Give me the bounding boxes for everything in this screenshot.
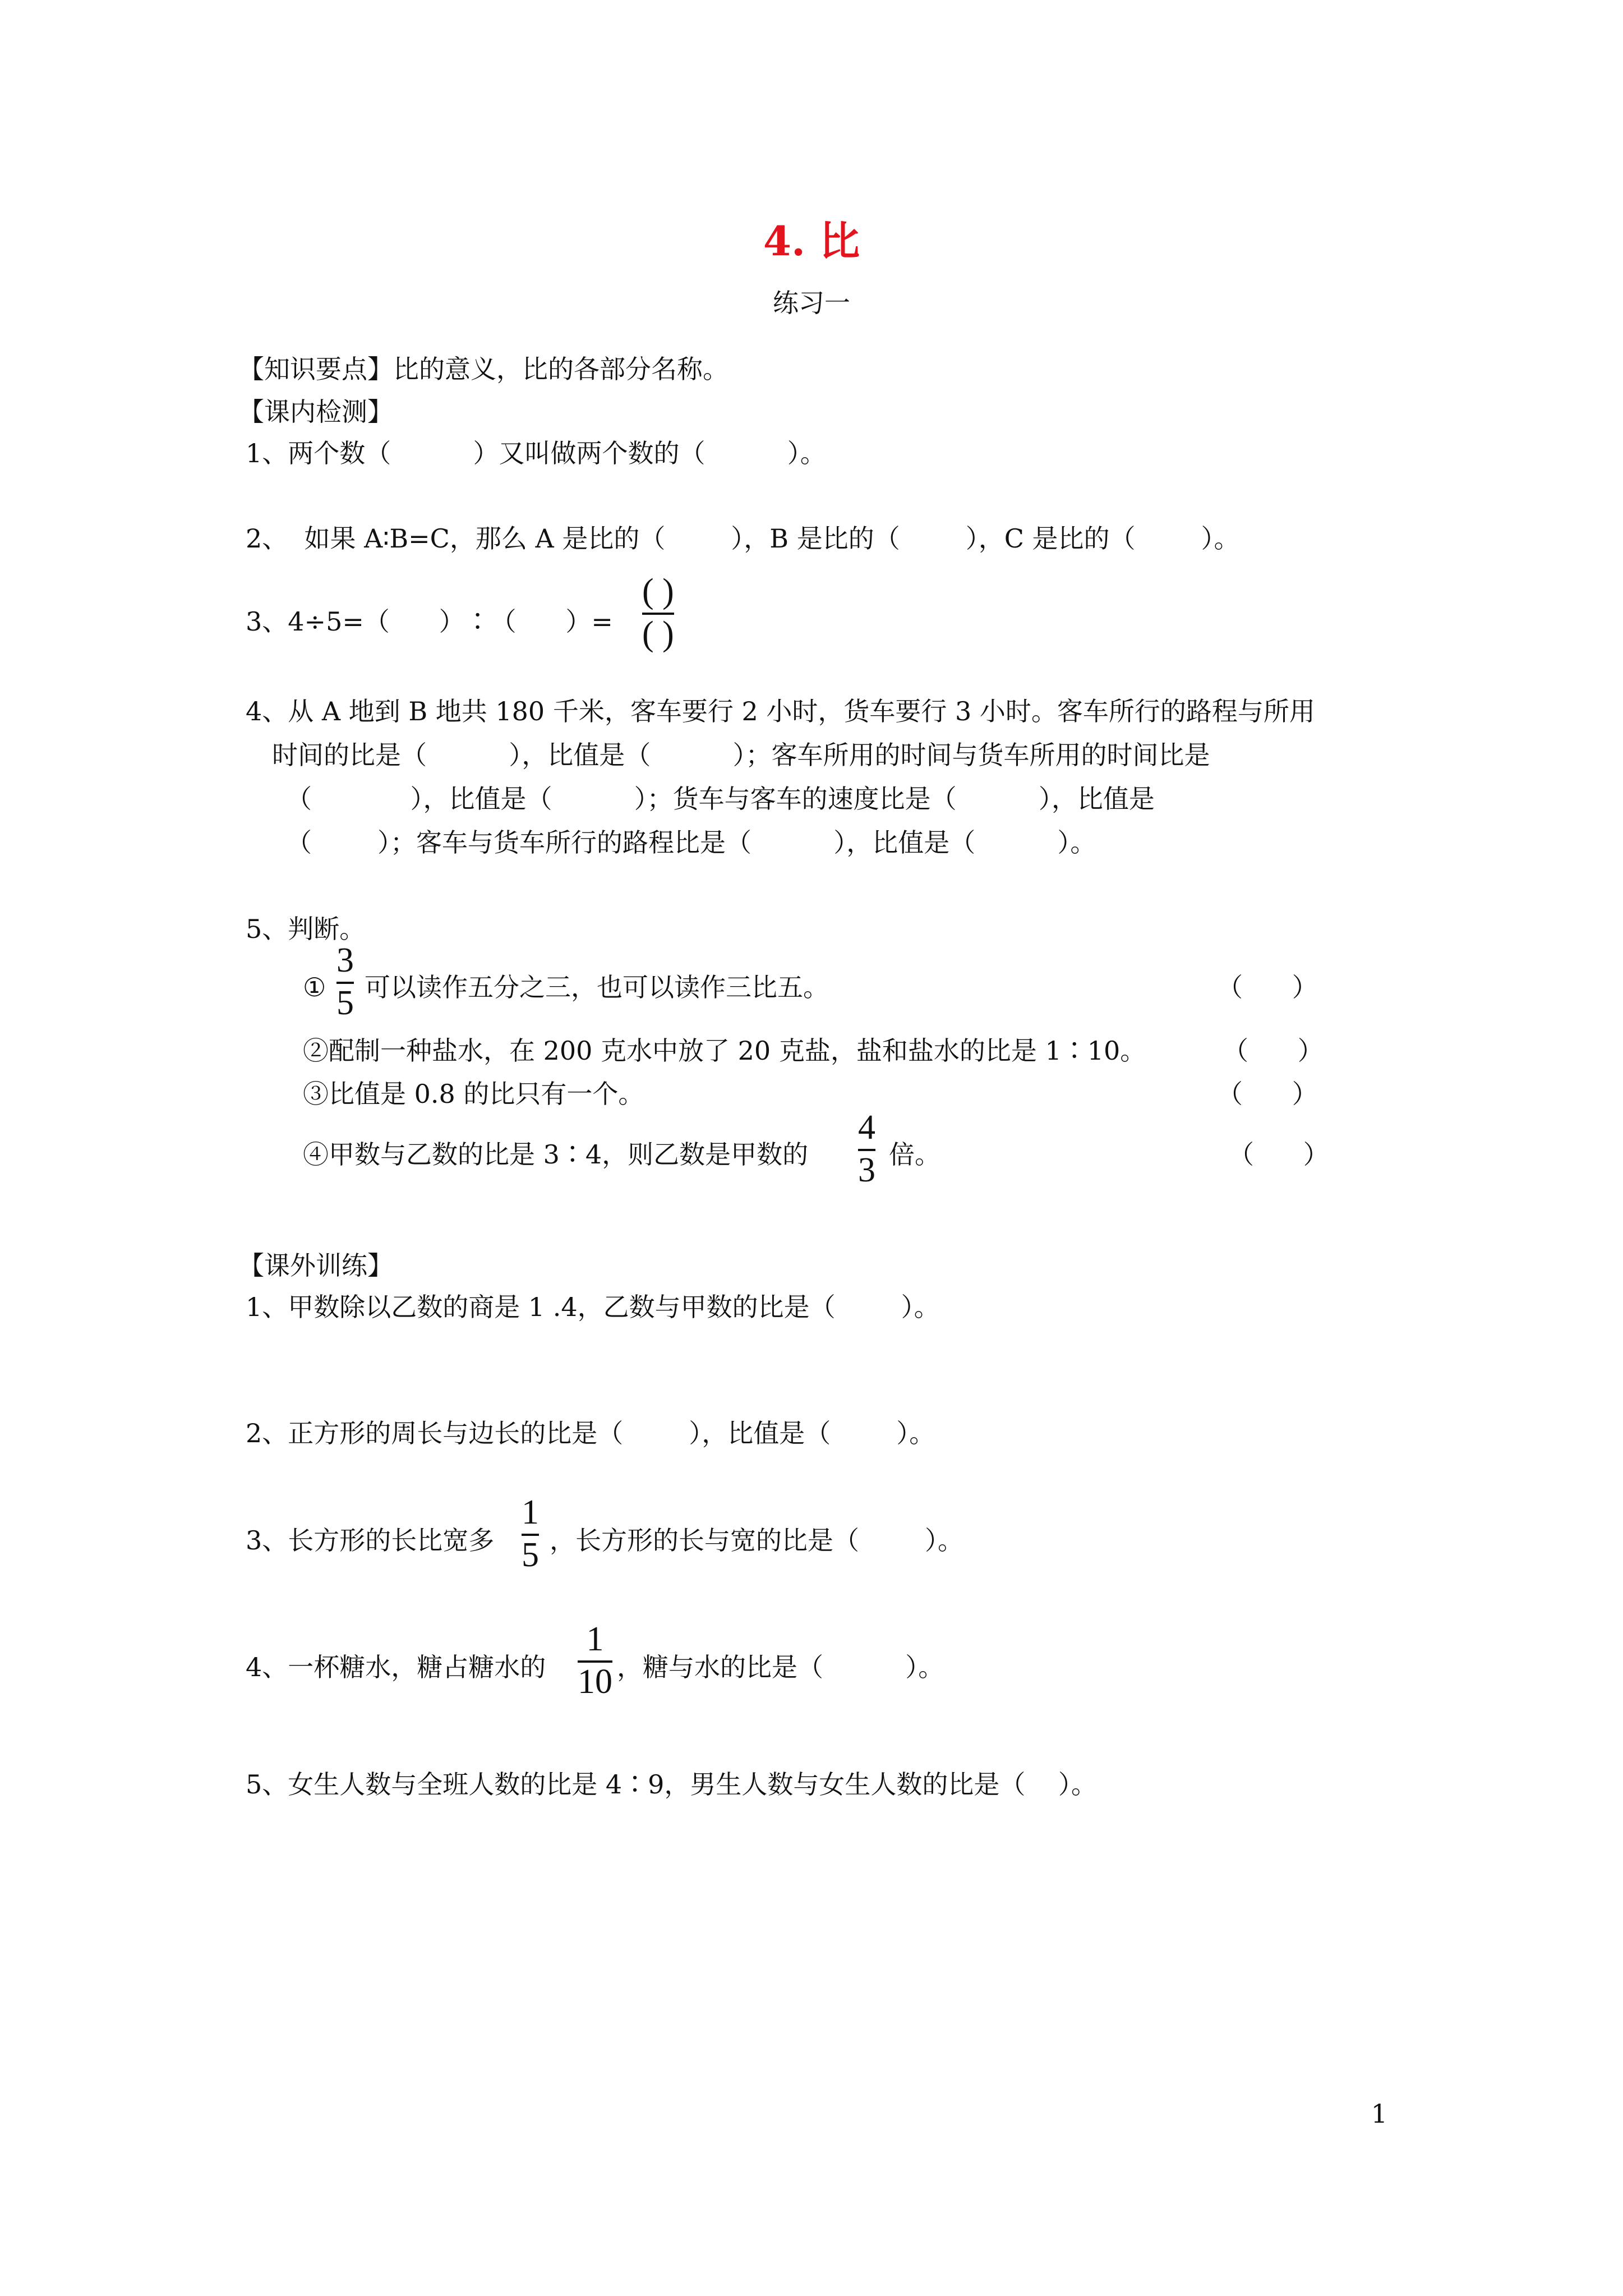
fraction-numerator: 4 — [858, 1108, 875, 1147]
question-4-line-2: 时间的比是（ ），比值是（ ）；客车所用的时间与货车所用的时间比是 — [272, 740, 1210, 770]
question-1: 1、两个数（ ）又叫做两个数的（ ）。 — [246, 438, 826, 468]
question-3: 3、4÷5=（ ）∶（ ）= — [246, 606, 613, 637]
judge-item-4-suffix: 倍。 — [889, 1139, 940, 1170]
after-class-question-4-fraction — [578, 1621, 612, 1700]
after-class-question-3-fraction — [522, 1494, 539, 1573]
judge-item-4-fraction — [858, 1110, 875, 1188]
judge-item-1-fraction — [336, 942, 354, 1021]
in-class-heading: 【课内检测】 — [238, 397, 393, 427]
after-class-question-4-prefix: 4、一杯糖水，糖占糖水的 — [246, 1652, 546, 1682]
judge-item-1-marker: ① — [303, 972, 326, 1002]
fraction-numerator: 3 — [336, 941, 354, 979]
question-4-line-3: （ ），比值是（ ）；货车与客车的速度比是（ ），比值是 — [286, 784, 1155, 814]
judge-item-4-text: ④甲数与乙数的比是 3∶4，则乙数是甲数的 — [303, 1139, 809, 1170]
fraction-numerator: ( ) — [642, 572, 674, 610]
page-title: 4. 比 — [763, 217, 860, 265]
judge-item-4-answer[interactable]: （ ） — [1228, 1139, 1329, 1170]
question-2: 2、 如果 A∶B=C，那么 A 是比的（ ），B 是比的（ ），C 是比的（ ）。 — [246, 523, 1240, 554]
fraction-numerator: 1 — [522, 1493, 539, 1531]
fraction-denominator: 5 — [522, 1536, 539, 1574]
fraction-denominator: 5 — [336, 984, 354, 1022]
exercise-subtitle: 练习一 — [773, 288, 850, 318]
fraction-numerator: 1 — [586, 1620, 604, 1658]
judge-item-1-text: 可以读作五分之三，也可以读作三比五。 — [365, 972, 829, 1002]
question-4-line-4: （ ）；客车与货车所行的路程比是（ ），比值是（ ）。 — [286, 827, 1096, 858]
judge-item-1-answer[interactable]: （ ） — [1217, 972, 1318, 1002]
judge-item-2-text: ②配制一种盐水，在 200 克水中放了 20 克盐，盐和盐水的比是 1∶10。 — [303, 1036, 1146, 1066]
after-class-question-5: 5、女生人数与全班人数的比是 4∶9，男生人数与女生人数的比是（ ）。 — [246, 1769, 1097, 1800]
after-class-question-2: 2、正方形的周长与边长的比是（ ），比值是（ ）。 — [246, 1418, 935, 1448]
judge-item-3-text: ③比值是 0.8 的比只有一个。 — [303, 1079, 644, 1109]
after-class-question-3-prefix: 3、长方形的长比宽多 — [246, 1525, 495, 1556]
after-class-heading: 【课外训练】 — [238, 1250, 393, 1281]
fraction-denominator: ( ) — [642, 615, 674, 653]
after-class-question-4-suffix: ，糖与水的比是（ ）。 — [617, 1652, 944, 1682]
page-number: 1 — [1371, 2099, 1387, 2129]
knowledge-points: 【知识要点】比的意义，比的各部分名称。 — [238, 354, 728, 384]
question-5-heading: 5、判断。 — [246, 914, 366, 944]
judge-item-2-answer[interactable]: （ ） — [1223, 1036, 1324, 1066]
fraction-denominator: 10 — [578, 1663, 612, 1701]
fraction-denominator: 3 — [858, 1151, 875, 1189]
question-3-fraction — [642, 573, 674, 652]
question-4-line-1: 4、从 A 地到 B 地共 180 千米，客车要行 2 小时，货车要行 3 小时。客车所行的路程与所用 — [246, 696, 1315, 726]
after-class-question-3-suffix: ，长方形的长与宽的比是（ ）。 — [550, 1525, 963, 1556]
judge-item-3-answer[interactable]: （ ） — [1217, 1079, 1318, 1109]
after-class-question-1: 1、甲数除以乙数的商是 1 .4，乙数与甲数的比是（ ）。 — [246, 1292, 940, 1322]
